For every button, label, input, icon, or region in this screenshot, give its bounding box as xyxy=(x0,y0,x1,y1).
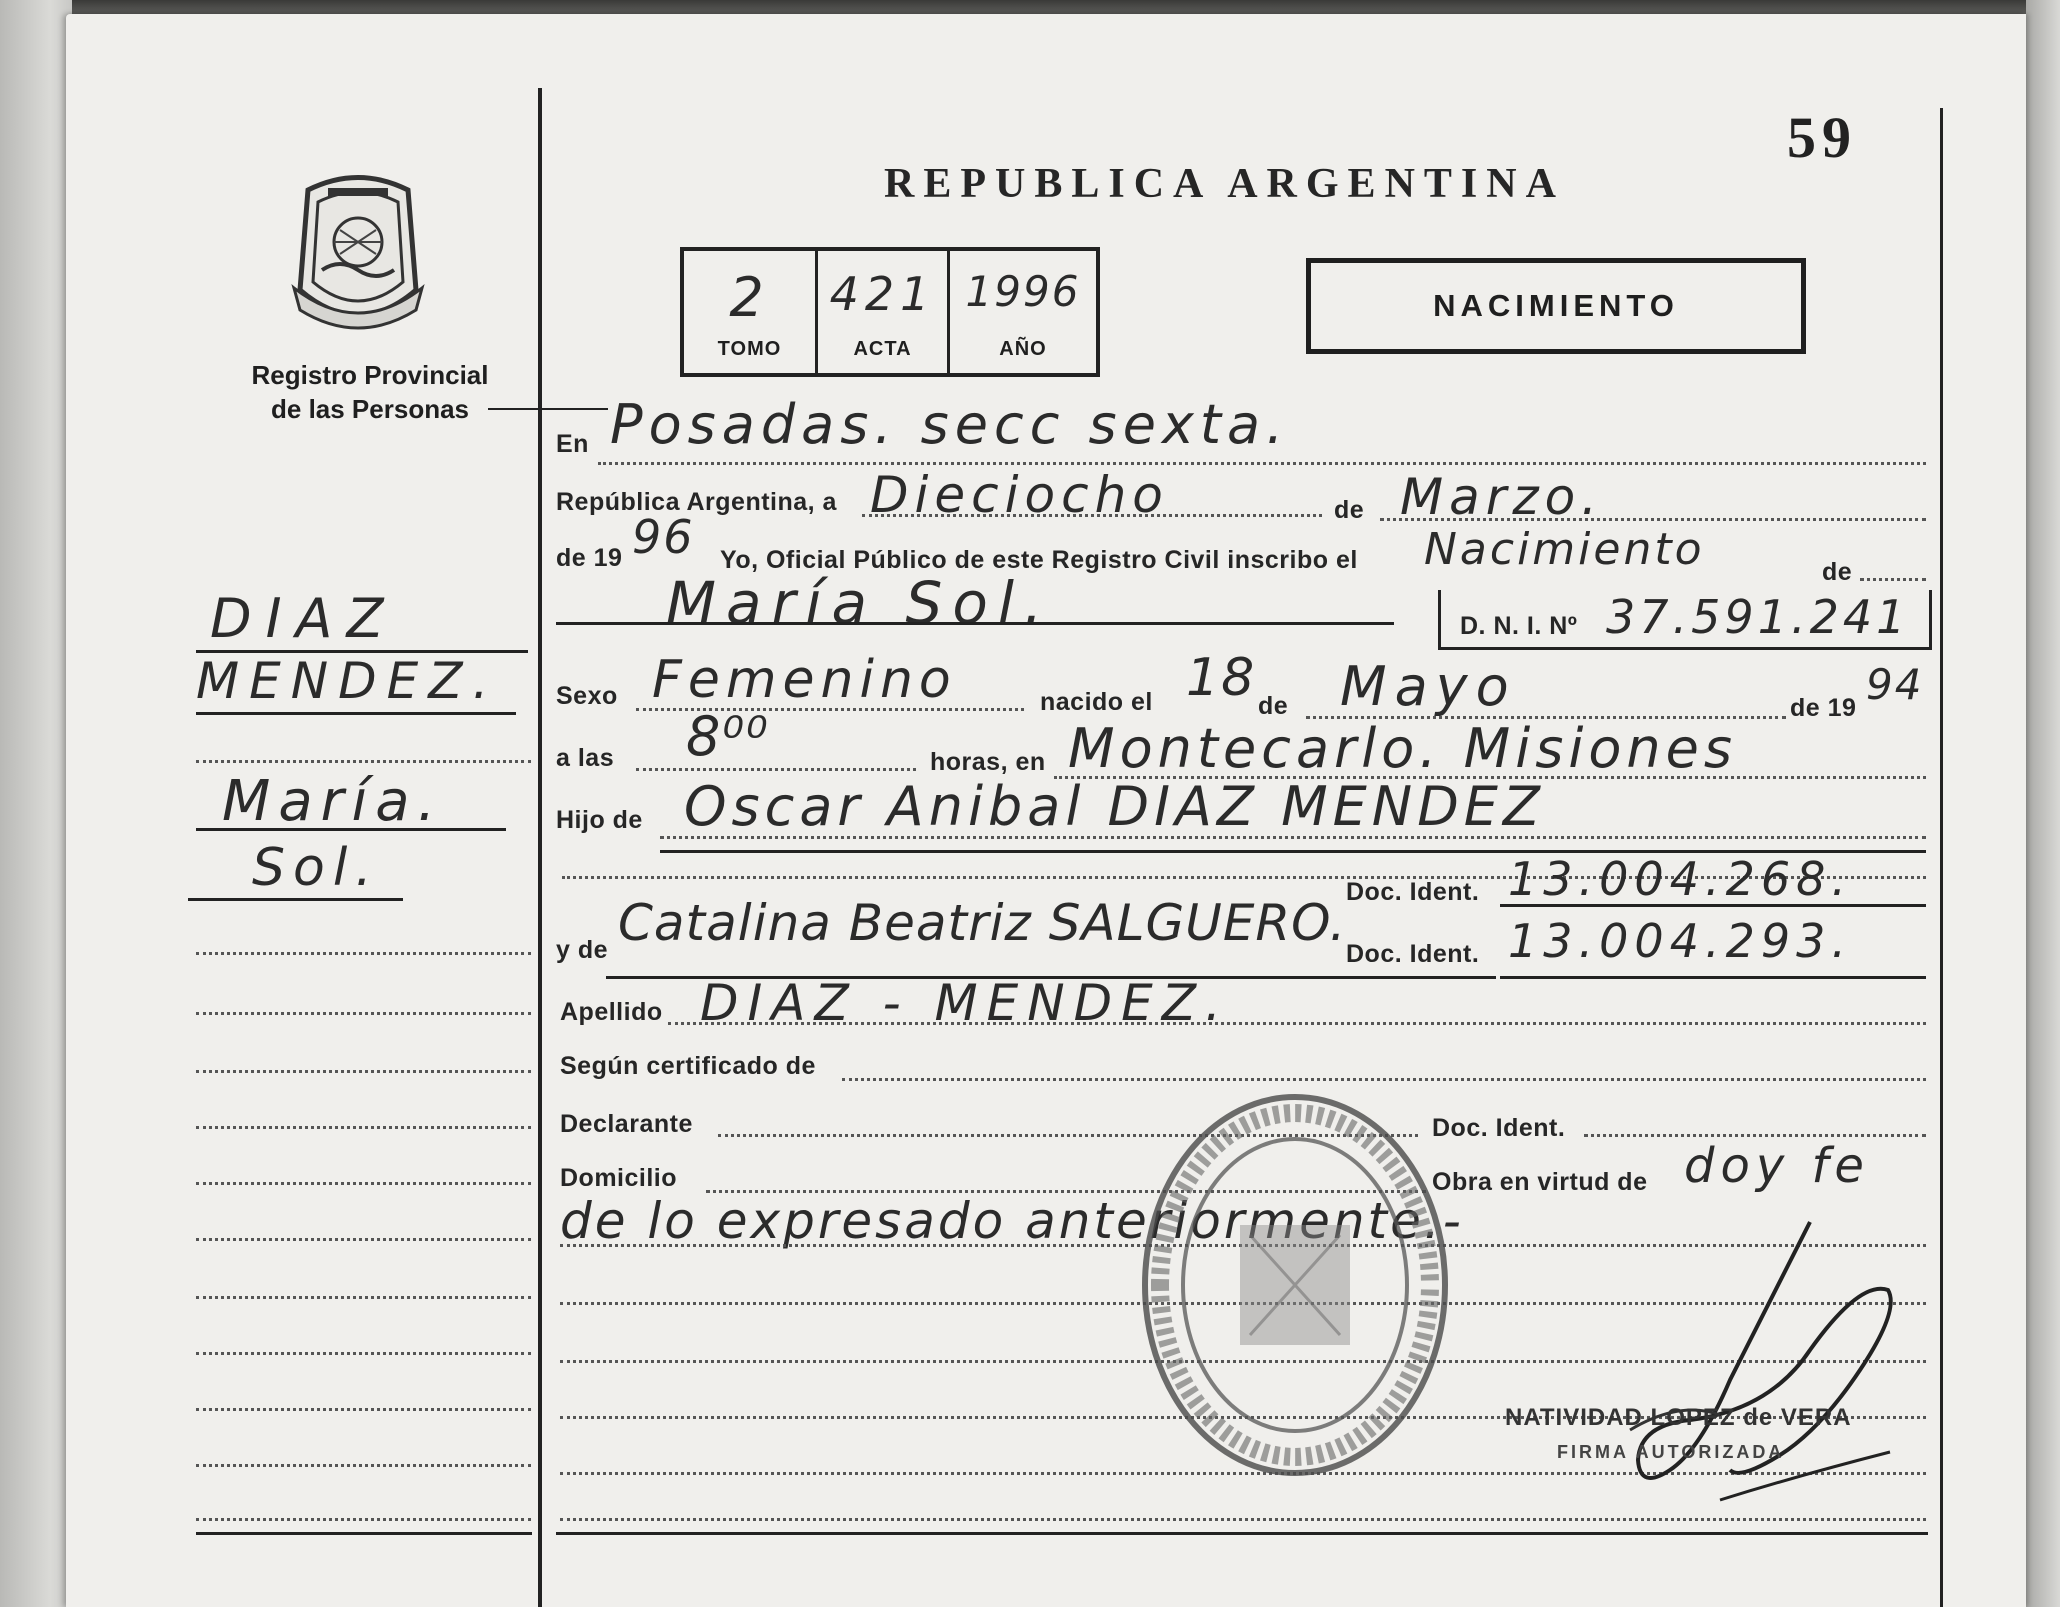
child-name-rule xyxy=(556,622,1394,625)
sidebar-dotted-line xyxy=(196,1352,531,1355)
right-margin-line xyxy=(1940,108,1943,1607)
mother-doc-label: Doc. Ident. xyxy=(1346,940,1480,968)
book-right-edge xyxy=(2026,0,2060,1607)
doc-ident-label: Doc. Ident. xyxy=(1346,878,1480,906)
domicilio-label: Domicilio xyxy=(560,1164,678,1192)
sidebar-surname-2: MENDEZ. xyxy=(196,652,499,710)
sidebar-dotted-line xyxy=(196,1012,531,1015)
day-value: Dieciocho xyxy=(870,466,1169,524)
issuer-line-2: de las Personas xyxy=(271,394,469,424)
inscribo-value: Nacimiento xyxy=(1424,524,1705,575)
apellido-dotted-line xyxy=(668,1022,1926,1025)
sexo-label: Sexo xyxy=(556,682,618,710)
tomo-label: TOMO xyxy=(717,338,782,360)
official-title: FIRMA AUTORIZADA xyxy=(1557,1442,1785,1462)
y-de-label: y de xyxy=(556,936,609,964)
dni-label: D. N. I. Nº xyxy=(1460,612,1578,640)
sidebar-rule xyxy=(196,712,516,715)
day-dotted-line xyxy=(862,514,1322,517)
mother-doc-rule xyxy=(1500,976,1926,979)
en-value: Posadas. secc sexta. xyxy=(610,393,1290,456)
hijo-label: Hijo de xyxy=(556,806,643,834)
anio-cell xyxy=(947,251,1096,373)
closing-text: de lo expresado anteriormente.- xyxy=(560,1192,1464,1250)
handwritten-signature xyxy=(1570,1220,1930,1520)
nacido-label: nacido el xyxy=(1040,688,1153,716)
a-las-label: a las xyxy=(556,744,615,772)
declarante-doc-dotted-line xyxy=(1584,1134,1926,1137)
sidebar-rule xyxy=(188,898,403,901)
sidebar-bottom-rule xyxy=(196,1532,532,1535)
birth-month: Mayo xyxy=(1340,655,1517,718)
hour-dotted-line xyxy=(636,768,916,771)
sidebar-given-1: María. xyxy=(222,769,444,834)
left-column-divider xyxy=(538,88,542,1607)
en-label: En xyxy=(556,430,589,458)
dni-value: 37.591.241 xyxy=(1606,590,1910,644)
birth-year-value: 94 xyxy=(1866,660,1924,709)
anio-label: AÑO xyxy=(999,338,1047,360)
mother-doc: 13.004.293. xyxy=(1508,914,1852,968)
acta-reference-box xyxy=(680,247,1100,377)
acta-cell xyxy=(815,251,947,373)
page-number: 59 xyxy=(1787,105,1857,170)
inscribo-dotted-line xyxy=(1860,578,1926,581)
republica-label: República Argentina, a xyxy=(556,488,837,516)
obra-value: doy fe xyxy=(1684,1138,1870,1194)
hour-value: 8⁰⁰ xyxy=(686,705,770,768)
sidebar-dotted-line xyxy=(196,1464,531,1467)
issuer-name xyxy=(200,358,540,426)
sidebar-given-2: Sol. xyxy=(252,838,380,898)
segun-label: Según certificado de xyxy=(560,1052,816,1080)
birth-year-prefix: de 19 xyxy=(1790,694,1857,722)
year-value: 96 xyxy=(632,510,695,564)
month-value: Marzo. xyxy=(1400,468,1604,526)
place-value: Montecarlo. Misiones xyxy=(1068,717,1737,780)
issuer-connector-line xyxy=(488,408,608,410)
sidebar-surname-1: DIAZ xyxy=(210,587,398,650)
declarante-label: Declarante xyxy=(560,1110,693,1138)
official-name: NATIVIDAD LOPEZ de VERA xyxy=(1505,1404,1852,1431)
month-dotted-line xyxy=(1380,518,1926,521)
father-dotted-line xyxy=(660,836,1926,839)
tomo-value: 2 xyxy=(729,266,770,329)
provincial-crest-icon xyxy=(288,170,428,330)
sidebar-dotted-line xyxy=(196,1238,531,1241)
sidebar-dotted-line xyxy=(196,952,531,955)
en-dotted-line xyxy=(598,462,1926,465)
oficial-text: Yo, Oficial Público de este Registro Civil inscribo el xyxy=(720,546,1358,574)
sidebar-dotted-line xyxy=(196,760,531,763)
sidebar-rule xyxy=(196,828,506,831)
country-title: REPUBLICA ARGENTINA xyxy=(884,161,1565,207)
father-name: Oscar Anibal DIAZ MENDEZ xyxy=(684,775,1545,838)
father-doc-rule xyxy=(1500,904,1926,907)
father-doc: 13.004.268. xyxy=(1508,852,1852,906)
de-label: de xyxy=(1334,496,1365,524)
declarante-doc-label: Doc. Ident. xyxy=(1432,1114,1566,1142)
apellido-label: Apellido xyxy=(560,998,663,1026)
de-label-2: de xyxy=(1822,558,1853,586)
acta-label: ACTA xyxy=(853,338,912,360)
obra-label: Obra en virtud de xyxy=(1432,1168,1648,1196)
sidebar-dotted-line xyxy=(196,1126,531,1129)
facing-page-edge xyxy=(0,0,72,1607)
sidebar-dotted-line xyxy=(196,1296,531,1299)
horas-label: horas, en xyxy=(930,748,1046,776)
tomo-cell xyxy=(684,251,815,373)
birth-day: 18 xyxy=(1186,648,1257,708)
sidebar-dotted-line xyxy=(196,1408,531,1411)
child-name: María Sol. xyxy=(666,569,1053,637)
anio-value: 1996 xyxy=(965,267,1081,316)
form-bottom-rule xyxy=(556,1532,1928,1535)
sidebar-dotted-line xyxy=(196,1518,531,1521)
apellido-value: DIAZ - MENDEZ. xyxy=(700,974,1230,1032)
sidebar-dotted-line xyxy=(196,1182,531,1185)
document-type-box: NACIMIENTO xyxy=(1306,258,1806,354)
acta-value: 421 xyxy=(829,267,936,321)
year-prefix-label: de 19 xyxy=(556,544,623,572)
official-seal-stamp xyxy=(1130,1085,1460,1485)
issuer-line-1: Registro Provincial xyxy=(251,360,489,390)
de-label-3: de xyxy=(1258,692,1289,720)
mother-name: Catalina Beatriz SALGUERO. xyxy=(618,894,1347,952)
sidebar-dotted-line xyxy=(196,1070,531,1073)
sexo-value: Femenino xyxy=(652,650,957,710)
segun-dotted-line xyxy=(842,1078,1926,1081)
